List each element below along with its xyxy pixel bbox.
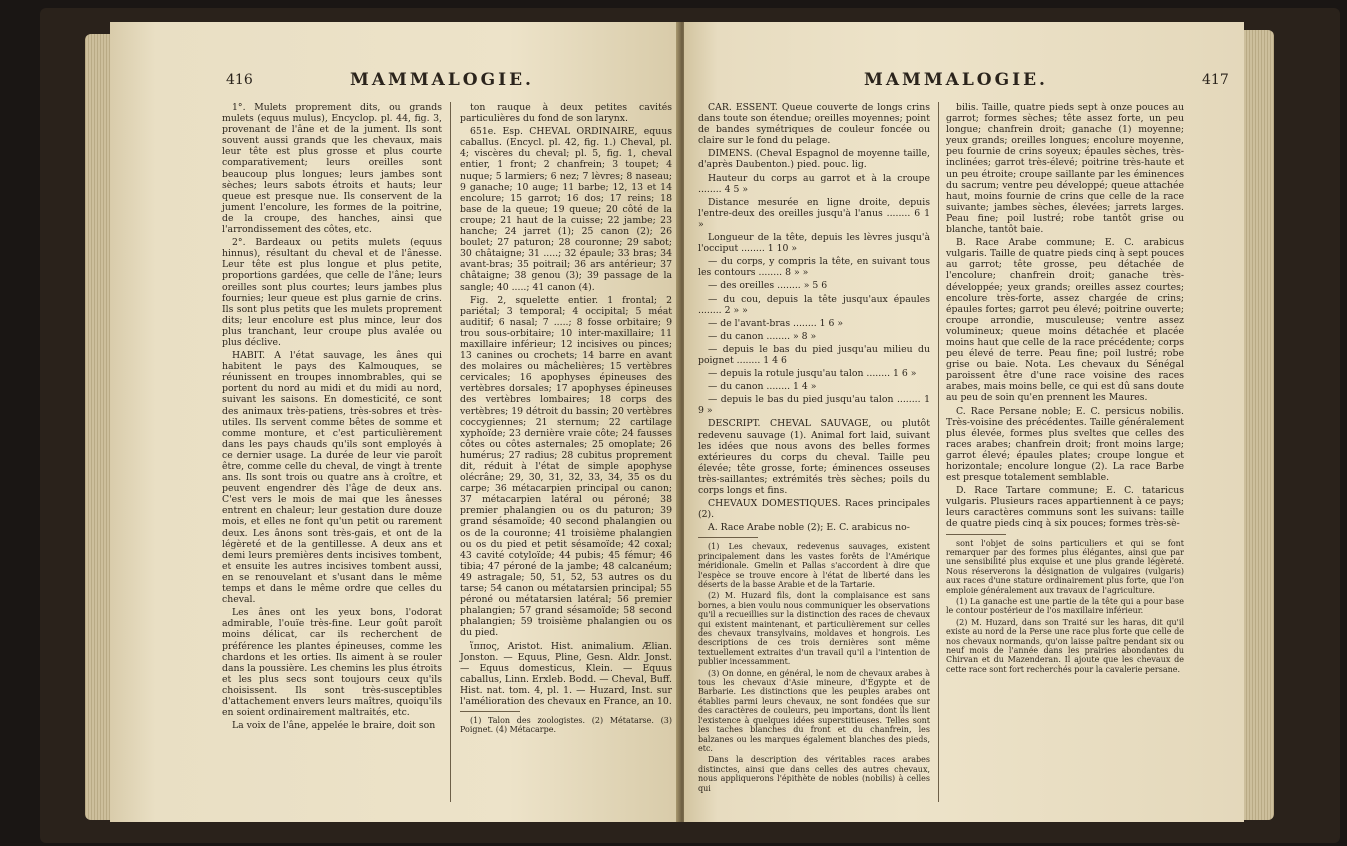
dimension-row: — du canon ........ 1 4 »: [708, 381, 817, 393]
page-number: 416: [226, 72, 253, 88]
dimension-row: — du cou, depuis la tête jusqu'aux épaules ........ 2 » »: [698, 293, 930, 316]
dimension-row: — depuis le bas du pied jusqu'au talon ........ 1 9 »: [698, 394, 930, 417]
column-divider: [938, 102, 939, 802]
paragraph: HABIT. A l'état sauvage, les ânes qui habitent le pays des Kalmouques, se réunissent en troupes innombrables, qui se portent du nord au midi et du midi au nord, suivant les saisons. En domesticité, ce sont des animaux très-patiens, très-sobres et très-utiles. Ils servent comme bêtes de somme et comme monture, et c'est particulièrement dans les pays chauds qu'ils sont employés à ce dernier usage. La durée de leur vie paroît être, comme celle du cheval, de vingt à trente ans. Ils sont trois ou quatre ans à croître, et peuvent engendrer dès l'âge de deux ans. C'est vers le mois de mai que les ânesses entrent en chaleur; leur gestation dure douze mois, et elles ne font qu'un petit ou rarement deux. Les ânons sont très-gais, et ont de la légèreté et de la gentillesse. A deux ans et demi leurs premières dents incisives tombent, et ensuite les autres incisives tombent aussi, en se renouvelant et s'usant dans le même temps et dans le même ordre que celles du cheval.: [222, 350, 442, 606]
page-number: 417: [1202, 72, 1229, 88]
paragraph: ton rauque à deux petites cavités particulières du fond de son larynx.: [460, 102, 672, 125]
section-heading: CHEVAUX DOMESTIQUES. Races principales (2).: [698, 498, 930, 521]
running-head: MAMMALOGIE.: [350, 70, 534, 90]
paragraph: Fig. 2, squelette entier. 1 frontal; 2 pariétal; 3 temporal; 4 occipital; 5 méat auditif; 6 nasal; 7 .....; 8 fosse orbitaire; 9 trou sous-orbitaire; 10 inter-maxillaire; 11 maxillaire inférieur; 12 incisives ou pinces; 13 canines ou crochets; 14 barre en avant des molaires ou mâchelières; 15 vertèbres cervicales; 16 apophyses épineuses des vertèbres dorsales; 17 apophyses épineuses des vertèbres lombaires; 18 corps des vertèbres; 19 détroit du bassin; 20 vertèbres coccygiennes; 21 sternum; 22 cartilage xyphoïde; 23 dernière vraie côte; 24 fausses côtes ou côtes asternales; 25 omoplate; 26 humérus; 27 radius; 28 cubitus proprement dit, réduit à l'état de simple apophyse olécrâne; 29, 30, 31, 32, 33, 34, 35 os du carpe; 36 métacarpien principal ou canon; 37 métacarpien latéral ou péroné; 38 premier phalangien ou os du paturon; 39 grand sésamoïde; 40 second phalangien ou os de la couronne; 41 troisième phalangien ou os du pied et petit sésamoïde; 42 coxal; 43 cavité cotyloïde; 44 pubis; 45 fémur; 46 tibia; 47 péroné de la jambe; 48 calcanéum; 49 astragale; 50, 51, 52, 53 autres os du tarse; 54 canon ou métatarsien principal; 55 péroné ou métatarsien latéral; 56 premier phalangien; 57 grand sésamoïde; 58 second phalangien; 59 troisième phalangien ou os du pied.: [460, 294, 672, 639]
paragraph: DESCRIPT. CHEVAL SAUVAGE, ou plutôt redevenu sauvage (1). Animal fort laid, suivant les idées que nous avons des belles formes extérieures du corps du cheval. Taille peu élevée; tête grosse, forte; éminences osseuses très-saillantes; extrémités très sèches; poils du corps longs et fins.: [698, 418, 930, 496]
footnote-rule: [698, 537, 758, 538]
paragraph: ἵππος, Aristot. Hist. animalium. Ælian. Jonston. — Equus, Pline, Gesn. Aldr. Jonst. — Equus domesticus, Klein. — Equus caballus, Linn. Erxleb. Bodd. — Cheval, Buff. Hist. nat. tom. 4, pl. 1. — Huzard, Inst. sur l'amélioration des chevaux en France, an 10.: [460, 640, 672, 707]
footnote: (1) La ganache est une partie de la tête qui a pour base le contour postérieur de l'os maxillaire inférieur.: [946, 597, 1184, 616]
footnote: (2) M. Huzard fils, dont la complaisance est sans bornes, a bien voulu nous communiquer les observations qu'il a recueillies sur la distinction des races de chevaux qui existent maintenant, et particulièrement sur celles des chevaux transylvains, moldaves et hongrois. Les descriptions de ces trois dernières sont même textuellement extraites d'un travail qu'il a l'intention de publier incessamment.: [698, 591, 930, 667]
paragraph: bilis. Taille, quatre pieds sept à onze pouces au garrot; formes sèches; tête assez forte, un peu longue; chanfrein droit; ganache (1) moyenne; yeux grands; oreilles longues; encolure moyenne, peu fournie de crins soyeux; épaules sèches, très-inclinées; garrot très-élevé; poitrine très-haute et un peu étroite; croupe saillante par les éminences du sacrum; ventre peu développé; queue attachée haut, moins fournie de crins que celle de la race suivante; jambes sèches, élevées; jarrets larges. Peau fine; poil lustré; robe tantôt grise ou blanche, tantôt baie.: [946, 102, 1184, 236]
running-head: MAMMALOGIE.: [864, 70, 1048, 90]
book-page-edges-left: [85, 34, 111, 820]
footnote: (3) On donne, en général, le nom de chevaux arabes à tous les chevaux d'Asie mineure, d'Égypte et de Barbarie. Les distinctions que les peuples arabes ont établies parmi leurs chevaux, ne sont fondées que sur des caractères de couleurs, peu importans, dont ils lient l'existence à quelques idées superstitieuses. Telles sont les taches blanches du front et du chanfrein, les balzanes ou les marques également blanches des pieds, etc.: [698, 668, 930, 753]
footnote-rule: [946, 534, 1006, 535]
paragraph: C. Race Persane noble; E. C. persicus nobilis. Très-voisine des précédentes. Taille généralement plus élevée, formes plus sveltes que celles des races arabes; chanfrein droit; front moins large; garrot élevé; épaules plates; croupe longue et horizontale; encolure longue (2). La race Barbe est presque totalement semblable.: [946, 405, 1184, 484]
paragraph: 1°. Mulets proprement dits, ou grands mulets (equus mulus), Encyclop. pl. 44, fig. 3, provenant de l'âne et de la jument. Ils sont souvent aussi grands que les chevaux, mais leur tête est plus grosse et plus courte comparativement; leurs oreilles sont beaucoup plus longues; leurs jambes sont sèches; leurs sabots étroits et hauts; leur queue est presque nue. Ils conservent de la jument l'encolure, les formes de la poitrine, de la croupe, des hanches, ainsi que l'arrondissement des côtes, etc.: [222, 102, 442, 236]
footnote: (2) M. Huzard, dans son Traité sur les haras, dit qu'il existe au nord de la Perse une race plus forte que celle de nos chevaux normands, qu'on laisse paître pendant six ou neuf mois de l'année dans les prairies abondantes du Chirvan et du Mazenderan. Il ajoute que les chevaux de cette race sont fort recherchés pour la cavalerie persane.: [946, 617, 1184, 674]
paragraph: 2°. Bardeaux ou petits mulets (equus hinnus), résultant du cheval et de l'ânesse. Leur tête est plus longue et plus petite, proportions gardées, que celle de l'âne; leurs oreilles sont plus courtes; leurs jambes plus fournies; leur queue est plus garnie de crins. Ils sont plus petits que les mulets proprement dits; leur encolure est plus mince, leur dos plus tranchant, leur croupe plus avalée ou plus déclive.: [222, 237, 442, 348]
paragraph: La voix de l'âne, appelée le braire, doit son: [232, 720, 436, 732]
footnote: sont l'objet de soins particuliers et qui se font remarquer par des formes plus élégantes, ainsi que par une sensibilité plus exquise et une plus grande légèreté. Nous réserverons la désignation de vulgaires (vulgaris) aux races d'une stature ordinairement plus forte, que l'on emploie généralement aux travaux de l'agriculture.: [946, 538, 1184, 595]
dimension-row: Longueur de la tête, depuis les lèvres jusqu'à l'occiput ........ 1 10 »: [698, 232, 930, 255]
dimension-row: — depuis la rotule jusqu'au talon ........ 1 6 »: [708, 368, 917, 380]
paragraph: CAR. ESSENT. Queue couverte de longs crins dans toute son étendue; oreilles moyennes; point de bandes symétriques de couleur foncée ou claire sur le fond du pelage.: [698, 102, 930, 147]
paragraph: 651e. Esp. CHEVAL ORDINAIRE, equus caballus. (Encycl. pl. 42, fig. 1.) Cheval, pl. 4; viscères du cheval; pl. 5, fig. 1, cheval entier, 1 front; 2 chanfrein; 3 toupet; 4 nuque; 5 larmiers; 6 nez; 7 lèvres; 8 naseau; 9 ganache; 10 auge; 11 barbe; 12, 13 et 14 encolure; 15 garrot; 16 dos; 17 reins; 18 base de la queue; 19 queue; 20 côté de la croupe; 21 haut de la cuisse; 22 jambe; 23 hanche; 24 jarret (1); 25 canon (2); 26 boulet; 27 paturon; 28 couronne; 29 sabot; 30 châtaigne; 31 .....; 32 épaule; 33 bras; 34 avant-bras; 35 poitrail; 36 ars antérieur; 37 châtaigne; 38 genou (3); 39 passage de la sangle; 40 .....; 41 canon (4).: [460, 126, 672, 293]
dimension-row: — du corps, y compris la tête, en suivant tous les contours ........ 8 » »: [698, 256, 930, 279]
paragraph: A. Race Arabe noble (2); E. C. arabicus no-: [708, 522, 910, 534]
paragraph: Les ânes ont les yeux bons, l'odorat admirable, l'ouïe très-fine. Leur goût paroît moins délicat, car ils recherchent de préférence les plantes épineuses, comme les chardons et les orties. Ils aiment à se rouler dans la poussière. Les chemins les plus étroits et les plus secs sont toujours ceux qu'ils choisissent. Ils sont très-susceptibles d'attachement envers leurs maîtres, quoiqu'ils en soient ordinairement maltraités, etc.: [222, 607, 442, 719]
dimension-row: Hauteur du corps au garrot et à la croupe ........ 4 5 »: [698, 172, 930, 195]
dimension-row: — des oreilles ........ » 5 6: [708, 280, 828, 292]
left-column-1: [222, 102, 442, 733]
dimension-row: — du canon ........ » 8 »: [708, 330, 817, 342]
right-column-2: [946, 102, 1184, 676]
footnote: (1) Les chevaux, redevenus sauvages, existent principalement dans les vastes forêts de l'Amérique méridionale. Gmelin et Pallas s'accordent à dire que l'espèce se trouve encore à l'état de liberté dans les déserts de la basse Arabie et de la Tartarie.: [698, 542, 930, 589]
right-page: [684, 22, 1244, 822]
dimension-row: Distance mesurée en ligne droite, depuis l'entre-deux des oreilles jusqu'à l'anus ........ 6 1 »: [698, 196, 930, 230]
dimensions-header: DIMENS. (Cheval Espagnol de moyenne taille, d'après Daubenton.) pied. pouc. lig.: [698, 148, 930, 171]
footnote-rule: [460, 711, 520, 712]
right-column-1: [698, 102, 930, 795]
dimension-row: — depuis le bas du pied jusqu'au milieu du poignet ........ 1 4 6: [698, 343, 930, 366]
left-column-2: [460, 102, 672, 737]
book-page-edges-right: [1244, 30, 1274, 820]
paragraph: B. Race Arabe commune; E. C. arabicus vulgaris. Taille de quatre pieds cinq à sept pouces au garrot; tête grosse, peu détachée de l'encolure; chanfrein droit; ganache très-développée; yeux grands; oreilles assez courtes; encolure très-forte, assez chargée de crins; épaules fortes; garrot peu élevé; poitrine ouverte; croupe arrondie, musculeuse; ventre assez volumineux; queue moins détachée et placée moins haut que celle de la race précédente; corps peu élevé de terre. Peau fine; poil lustré; robe grise ou baie. Nota. Les chevaux du Sénégal paroissent être d'une race voisine des races arabes, mais moins belle, ce qui est dû sans doute au peu de soin qu'en prennent les Maures.: [946, 237, 1184, 404]
column-divider: [450, 102, 451, 802]
paragraph: D. Race Tartare commune; E. C. tataricus vulgaris. Plusieurs races appartiennent à ce pays; leurs caractères communs sont les suivans: taille de quatre pieds cinq à six pouces; formes très-sè-: [946, 485, 1184, 530]
dimension-row: — de l'avant-bras ........ 1 6 »: [708, 317, 844, 329]
footnote: Dans la description des véritables races arabes distinctes, ainsi que dans celles des autres chevaux, nous appliquerons l'épithète de nobles (nobilis) à celles qui: [698, 755, 930, 793]
footnote: (1) Talon des zoologistes. (2) Métatarse. (3) Poignet. (4) Métacarpe.: [460, 716, 672, 735]
left-page: [110, 22, 680, 822]
